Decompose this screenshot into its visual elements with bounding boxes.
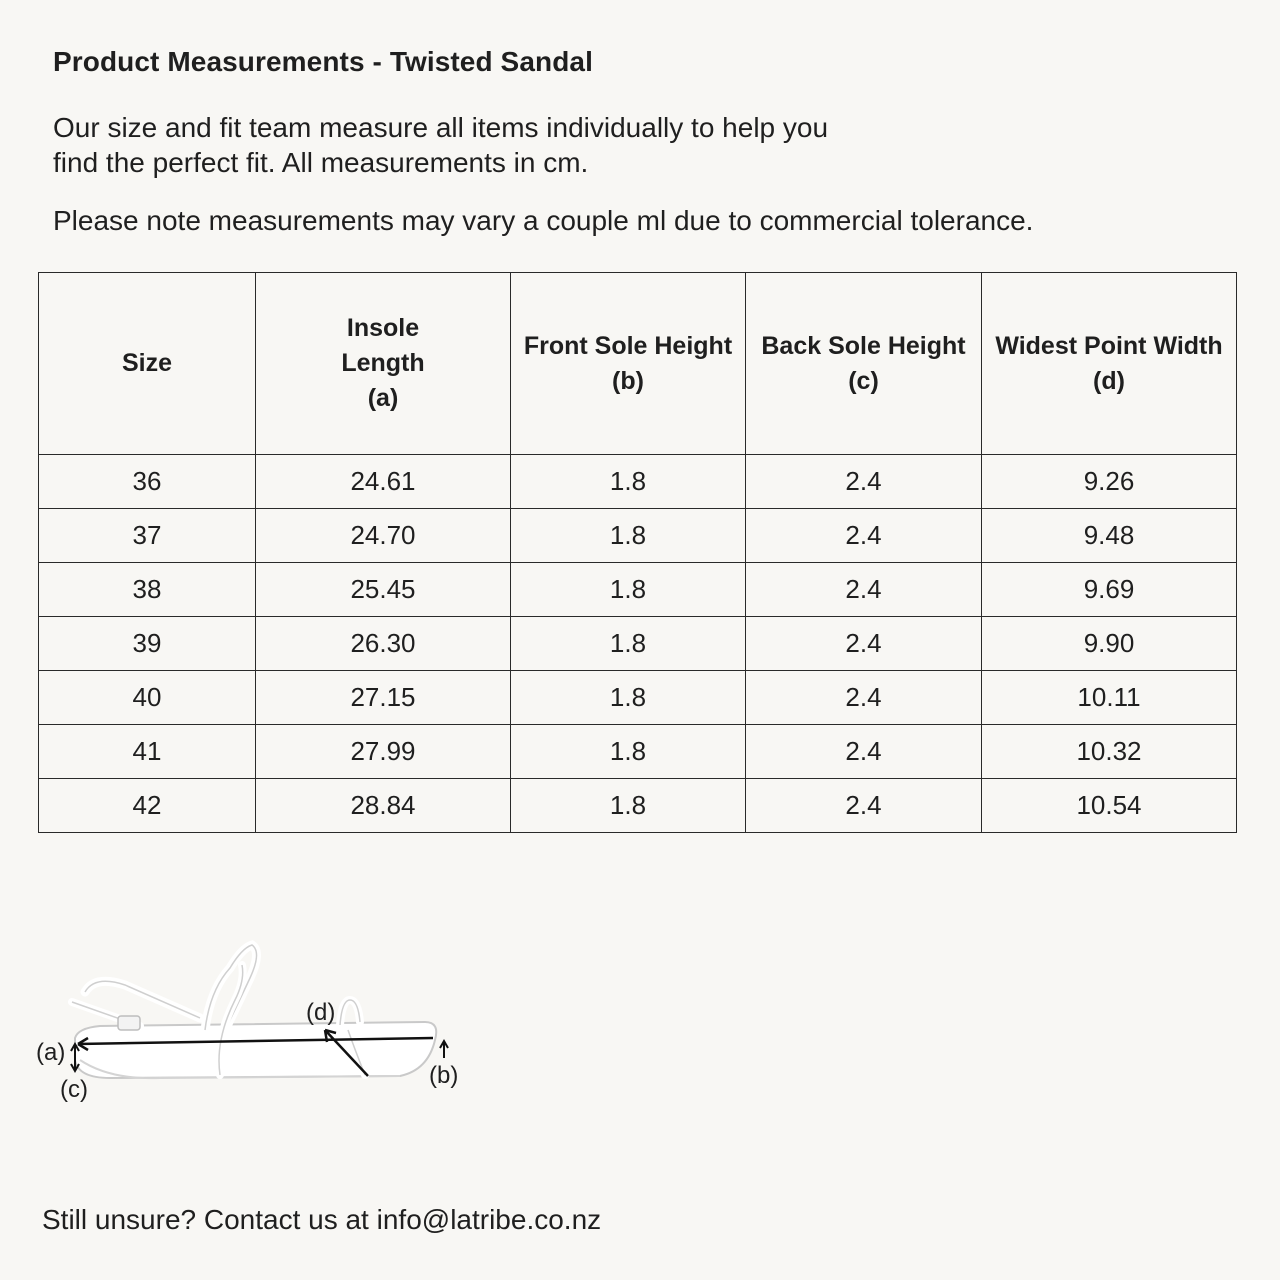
cell-widest-point-width: 10.54	[982, 779, 1237, 833]
cell-front-sole-height: 1.8	[511, 455, 746, 509]
cell-insole-length: 24.61	[256, 455, 511, 509]
cell-front-sole-height: 1.8	[511, 779, 746, 833]
cell-back-sole-height: 2.4	[746, 455, 982, 509]
header-line: Back Sole Height	[761, 331, 966, 360]
table-row	[39, 617, 1237, 671]
table-row	[39, 725, 1237, 779]
cell-front-sole-height: 1.8	[511, 617, 746, 671]
measurements-table	[38, 272, 1237, 833]
table-row	[39, 563, 1237, 617]
table-row	[39, 509, 1237, 563]
label-d: (d)	[306, 999, 336, 1026]
sandal-measurement-diagram	[30, 930, 480, 1110]
sandal-illustration	[72, 945, 436, 1078]
cell-widest-point-width: 10.32	[982, 725, 1237, 779]
header-line: Front Sole Height	[523, 331, 733, 360]
header-line: (c)	[848, 366, 879, 395]
header-line: Length	[341, 349, 425, 377]
cell-size: 39	[39, 617, 256, 671]
header-line: Insole	[346, 314, 420, 342]
cell-widest-point-width: 9.48	[982, 509, 1237, 563]
header-line: (a)	[367, 384, 399, 412]
cell-back-sole-height: 2.4	[746, 671, 982, 725]
cell-front-sole-height: 1.8	[511, 509, 746, 563]
cell-size: 40	[39, 671, 256, 725]
header-line: Widest Point Width	[995, 331, 1223, 360]
label-b: (b)	[429, 1062, 459, 1089]
header-line: Size	[121, 349, 173, 377]
cell-size: 42	[39, 779, 256, 833]
cell-size: 41	[39, 725, 256, 779]
cell-size: 36	[39, 455, 256, 509]
header-size	[39, 273, 256, 455]
cell-back-sole-height: 2.4	[746, 509, 982, 563]
cell-widest-point-width: 10.11	[982, 671, 1237, 725]
cell-widest-point-width: 9.69	[982, 563, 1237, 617]
cell-back-sole-height: 2.4	[746, 617, 982, 671]
cell-insole-length: 25.45	[256, 563, 511, 617]
table-row	[39, 779, 1237, 833]
cell-insole-length: 26.30	[256, 617, 511, 671]
cell-widest-point-width: 9.90	[982, 617, 1237, 671]
intro-line-2: find the perfect fit. All measurements in cm.	[53, 147, 589, 178]
header-back-sole-height	[746, 273, 982, 455]
page-title: Product Measurements - Twisted Sandal	[53, 46, 593, 77]
cell-widest-point-width: 9.26	[982, 455, 1237, 509]
table-row	[39, 455, 1237, 509]
label-c: (c)	[60, 1076, 88, 1103]
cell-back-sole-height: 2.4	[746, 563, 982, 617]
cell-front-sole-height: 1.8	[511, 563, 746, 617]
cell-insole-length: 27.15	[256, 671, 511, 725]
cell-insole-length: 24.70	[256, 509, 511, 563]
table-header-row	[39, 273, 1237, 455]
intro-line-1: Our size and fit team measure all items individually to help you	[53, 112, 829, 143]
header-line: (b)	[612, 366, 644, 395]
cell-front-sole-height: 1.8	[511, 725, 746, 779]
cell-back-sole-height: 2.4	[746, 725, 982, 779]
tolerance-note: Please note measurements may vary a couple ml due to commercial tolerance.	[53, 205, 1034, 236]
header-line: (d)	[1093, 366, 1125, 395]
header-widest-point-width	[982, 273, 1237, 455]
header-front-sole-height	[511, 273, 746, 455]
cell-front-sole-height: 1.8	[511, 671, 746, 725]
contact-text: Still unsure? Contact us at info@latribe.co.nz	[42, 1204, 602, 1235]
label-a: (a)	[36, 1039, 66, 1066]
table-row	[39, 671, 1237, 725]
cell-back-sole-height: 2.4	[746, 779, 982, 833]
header-insole-length	[256, 273, 511, 455]
cell-size: 37	[39, 509, 256, 563]
cell-insole-length: 27.99	[256, 725, 511, 779]
cell-insole-length: 28.84	[256, 779, 511, 833]
intro-text	[53, 110, 913, 180]
cell-size: 38	[39, 563, 256, 617]
